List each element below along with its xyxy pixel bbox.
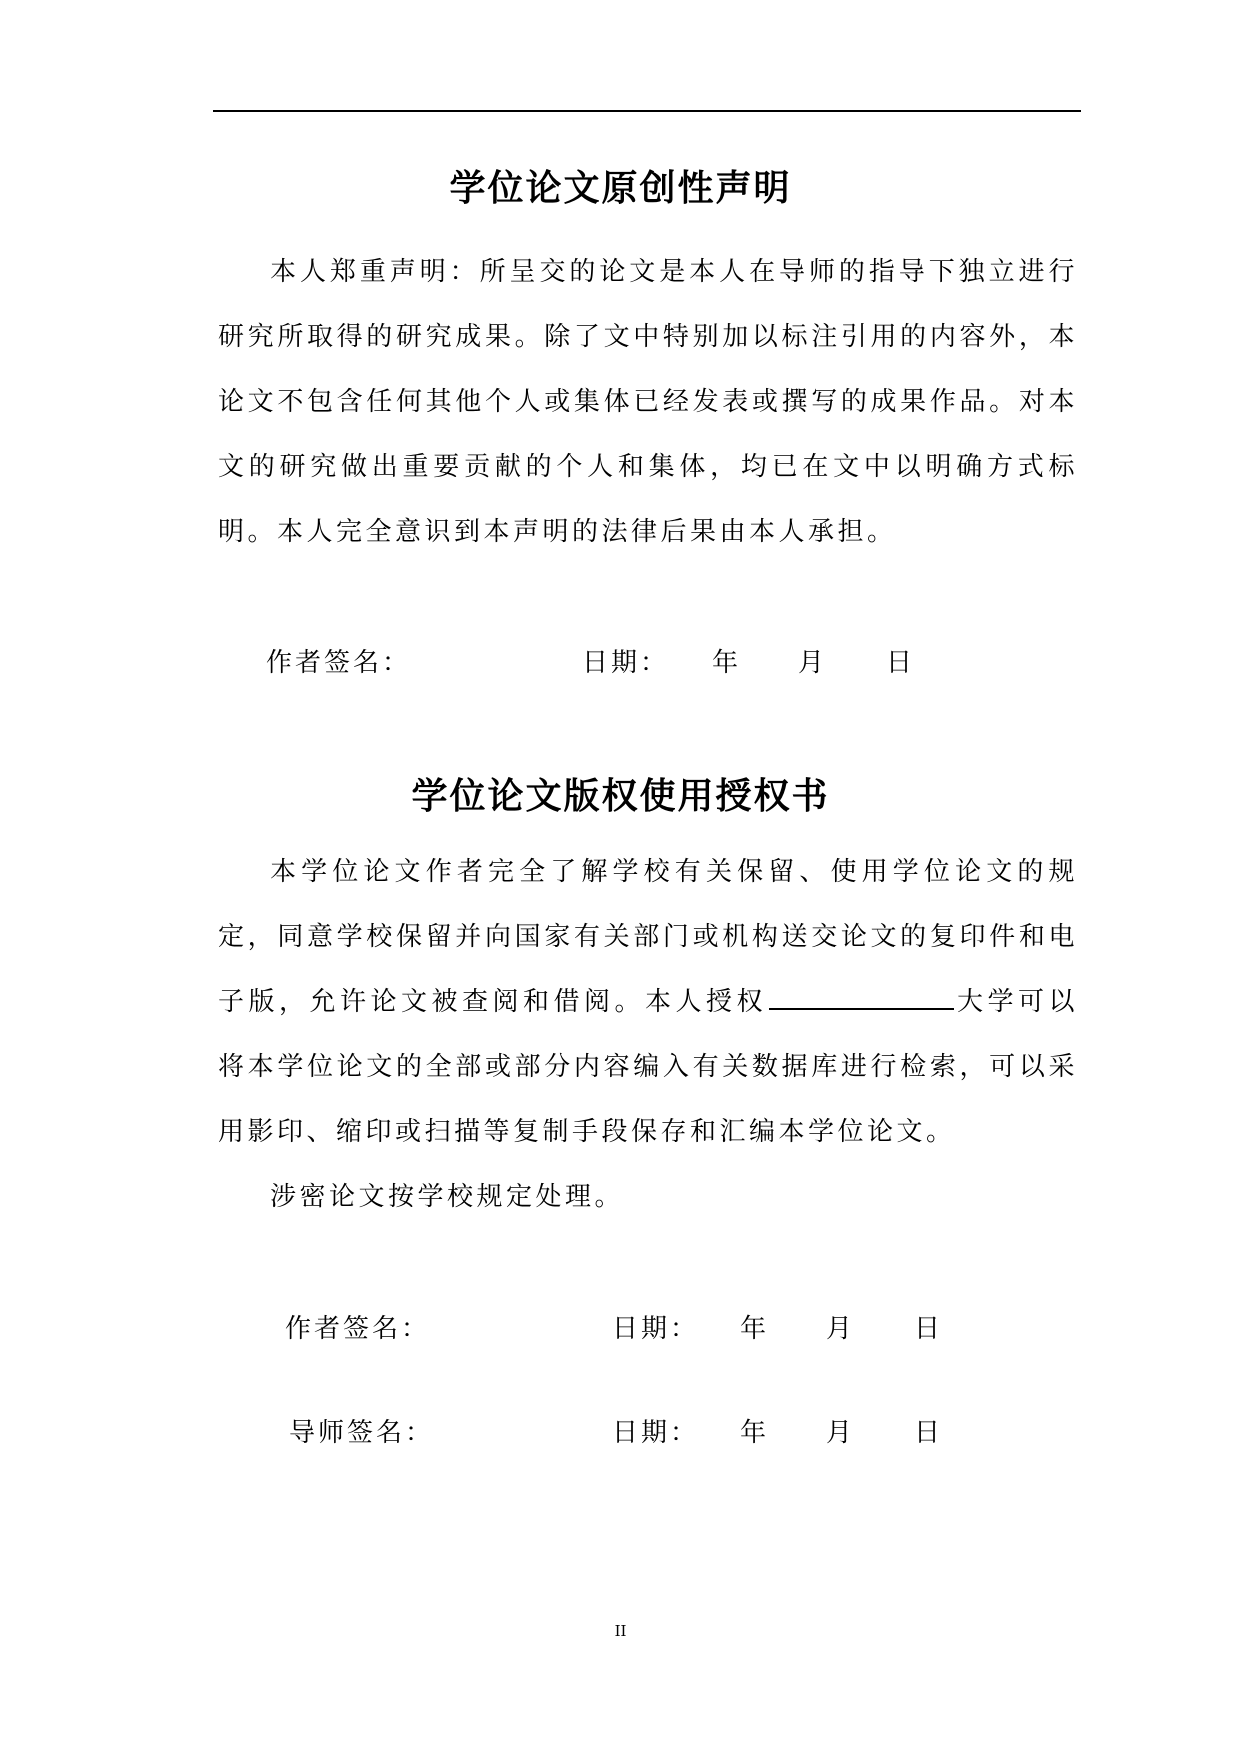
month-label: 月 <box>826 1314 856 1344</box>
author-signature-label: 作者签名： <box>285 1314 431 1344</box>
authorization-body <box>218 840 1078 1165</box>
year-label: 年 <box>740 1314 770 1344</box>
month-label: 月 <box>826 1418 856 1448</box>
header-rule <box>213 110 1081 112</box>
month-label: 月 <box>798 648 828 678</box>
authorization-author-signature-row <box>0 1308 1241 1348</box>
date-label: 日期： <box>612 1418 700 1448</box>
authorization-title: 学位论文版权使用授权书 <box>411 776 830 817</box>
day-label: 日 <box>886 648 916 678</box>
date-label: 日期： <box>612 1314 700 1344</box>
year-label: 年 <box>740 1418 770 1448</box>
advisor-signature-label: 导师签名： <box>289 1418 435 1448</box>
declaration-title: 学位论文原创性声明 <box>449 168 792 209</box>
authorization-body-part2: 大学可以将本学位论文的全部或部分内容编入有关数据库进行检索，可以采用影印、缩印或扫描等复制手段保存和汇编本学位论文。 <box>218 987 1078 1147</box>
declaration-body: 本人郑重声明：所呈交的论文是本人在导师的指导下独立进行研究所取得的研究成果。除了文中特别加以标注引用的内容外，本论文不包含任何其他个人或集体已经发表或撰写的成果作品。对本文的研究做出重要贡献的个人和集体，均已在文中以明确方式标明。本人完全意识到本声明的法律后果由本人承担。 <box>218 257 1078 547</box>
day-label: 日 <box>914 1314 944 1344</box>
secret-thesis-note: 涉密论文按学校规定处理。 <box>270 1182 625 1212</box>
day-label: 日 <box>914 1418 944 1448</box>
authorization-advisor-signature-row <box>0 1412 1241 1452</box>
declaration-signature-row <box>0 642 1241 682</box>
year-label: 年 <box>712 648 742 678</box>
author-signature-label: 作者签名： <box>266 648 412 678</box>
authorization-body-part1: 本学位论文作者完全了解学校有关保留、使用学位论文的规定，同意学校保留并向国家有关部门或机构送交论文的复印件和电子版，允许论文被查阅和借阅。本人授权 <box>218 857 1078 1017</box>
date-label: 日期： <box>582 648 670 678</box>
page-number: II <box>614 1622 627 1640</box>
university-name-blank <box>769 982 954 1010</box>
